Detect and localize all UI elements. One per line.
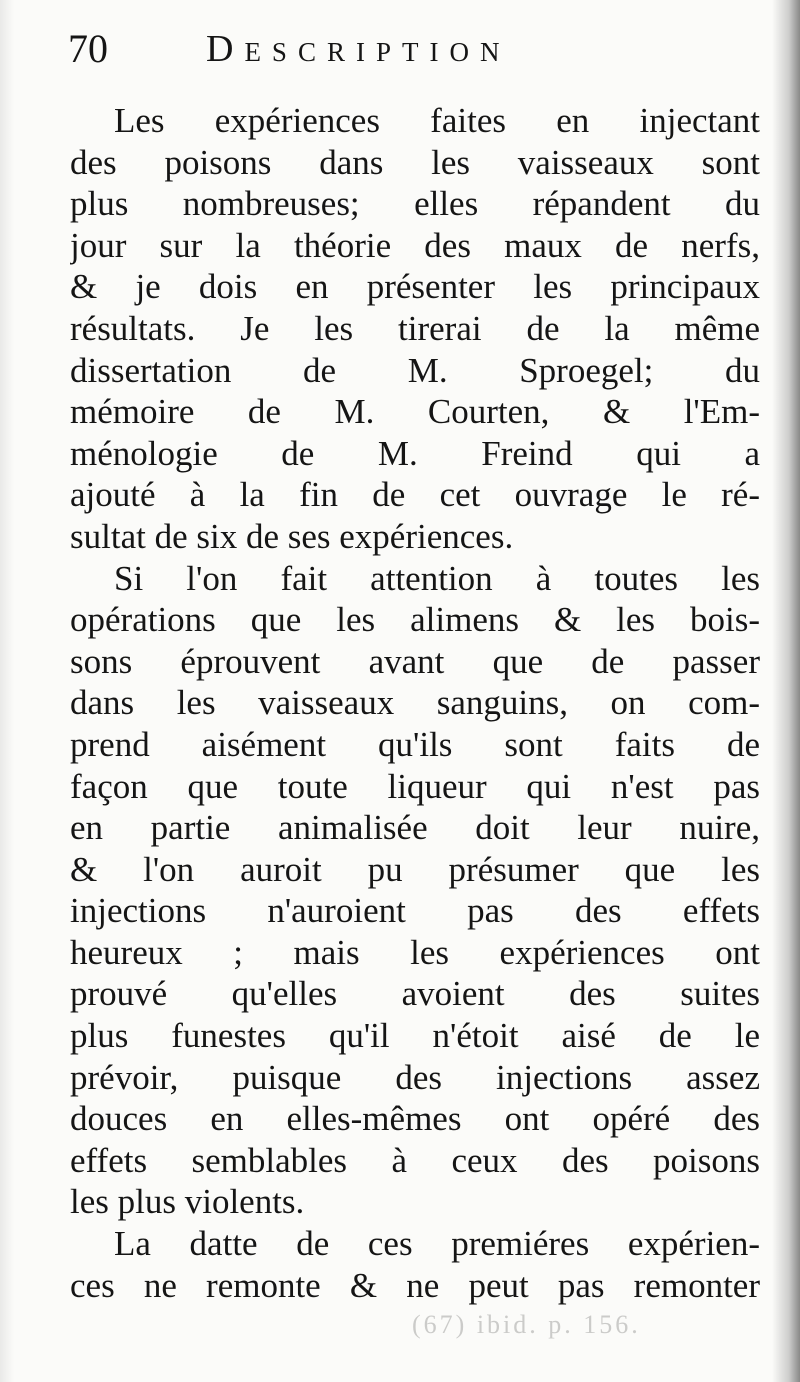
text-line: effets semblables à ceux des poisons xyxy=(70,1140,760,1180)
text-line: prouvé qu'elles avoient des suites xyxy=(70,974,760,1014)
page-number: 70 xyxy=(68,26,108,71)
gutter-shadow xyxy=(772,0,800,1382)
text-line: & l'on auroit pu présumer que les xyxy=(70,849,760,889)
text-line: prend aisément qu'ils sont faits de xyxy=(70,724,760,764)
running-title: Description xyxy=(206,28,511,70)
text-line: Les expériences faites en injectant xyxy=(114,101,760,140)
text-line: façon que toute liqueur qui n'est pas xyxy=(70,766,760,806)
text-line: injections n'auroient pas des effets xyxy=(70,891,760,931)
text-line: sons éprouvent avant que de passer xyxy=(70,641,760,681)
text-line: des poisons dans les vaisseaux sont xyxy=(70,142,760,182)
page-edge-shading xyxy=(0,0,14,1382)
text-line: heureux ; mais les expériences ont xyxy=(70,932,760,972)
body-text xyxy=(70,100,760,1306)
text-line: ajouté à la fin de cet ouvrage le ré- xyxy=(70,475,760,515)
text-line: dans les vaisseaux sanguins, on com- xyxy=(70,683,760,723)
text-line: opérations que les alimens & les bois- xyxy=(70,600,760,640)
text-line: ménologie de M. Freind qui a xyxy=(70,433,760,473)
text-line: jour sur la théorie des maux de nerfs, xyxy=(70,225,760,265)
bleed-through-text: (67) ibid. p. 156. xyxy=(412,1310,641,1339)
page-header xyxy=(68,24,748,74)
text-line: les plus violents. xyxy=(70,1182,305,1222)
text-line: dissertation de M. Sproegel; du xyxy=(70,350,760,390)
text-line: résultats. Je les tirerai de la même xyxy=(70,308,760,348)
text-line: Si l'on fait attention à toutes les xyxy=(114,558,760,598)
text-line: douces en elles-mêmes ont opéré des xyxy=(70,1099,760,1139)
text-line: mémoire de M. Courten, & l'Em- xyxy=(70,392,760,432)
text-line: & je dois en présenter les principaux xyxy=(70,267,760,307)
text-line: en partie animalisée doit leur nuire, xyxy=(70,808,760,848)
text-line: plus nombreuses; elles répandent du xyxy=(70,184,760,224)
text-line: prévoir, puisque des injections assez xyxy=(70,1057,760,1097)
text-line: sultat de six de ses expériences. xyxy=(70,516,514,556)
text-line: La datte de ces premiéres expérien- xyxy=(114,1224,760,1264)
text-line: plus funestes qu'il n'étoit aisé de le xyxy=(70,1016,760,1056)
text-line: ces ne remonte & ne peut pas remonter xyxy=(70,1265,760,1305)
